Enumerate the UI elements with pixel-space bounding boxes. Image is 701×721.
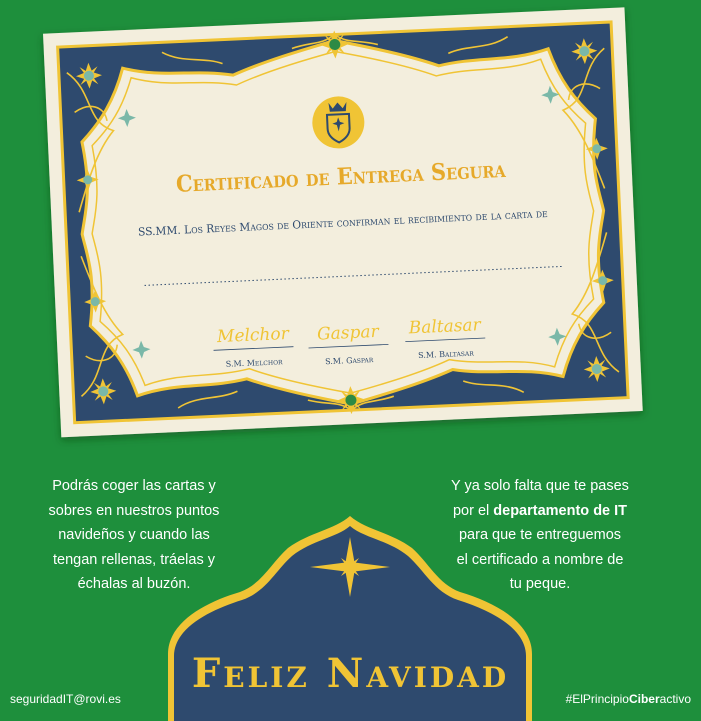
right-text-line: para que te entreguemos [458, 527, 622, 543]
right-text-line [424, 499, 656, 524]
caption-baltasar: S.M. Baltasar [417, 348, 474, 361]
campaign-hashtag [566, 692, 691, 706]
signature-baltasar: Baltasar [408, 315, 482, 339]
right-info-text [424, 474, 656, 597]
left-text-line: Podrás coger las cartas y [52, 478, 216, 494]
right-text-prefix: por el [452, 502, 494, 519]
right-text-line: el certificado a nombre de [456, 551, 624, 568]
contact-email[interactable]: seguridadIT@rovi.es [10, 692, 121, 706]
greeting-title: Feliz Navidad [191, 650, 510, 697]
it-department-highlight: departamento de IT [493, 502, 628, 519]
hashtag-bold: Ciber [628, 692, 660, 706]
certificate-subtitle: SS.MM. Los Reyes Magos de Oriente confirman el recibimiento de la carta de [137, 206, 561, 239]
right-text-line: tu peque. [509, 576, 571, 592]
hashtag-suffix: activo [659, 692, 691, 706]
certificate-title: Certificado de Entrega Segura [175, 154, 539, 198]
left-text-line: échalas al buzón. [77, 576, 191, 592]
left-text-line: tengan rellenas, tráelas y [52, 551, 215, 568]
signature-gaspar: Gaspar [316, 321, 380, 345]
left-info-text [28, 474, 240, 597]
right-text-line: Y ya solo falta que te pases [451, 478, 629, 494]
caption-melchor: S.M. Melchor [225, 357, 283, 369]
left-text-line: navideños y cuando las [58, 527, 210, 543]
left-text-line: sobres en nuestros puntos [48, 502, 220, 519]
certificate [43, 7, 643, 437]
caption-gaspar: S.M. Gaspar [324, 355, 374, 367]
signature-melchor: Melchor [216, 323, 290, 348]
hashtag-prefix: #ElPrincipio [565, 692, 629, 706]
